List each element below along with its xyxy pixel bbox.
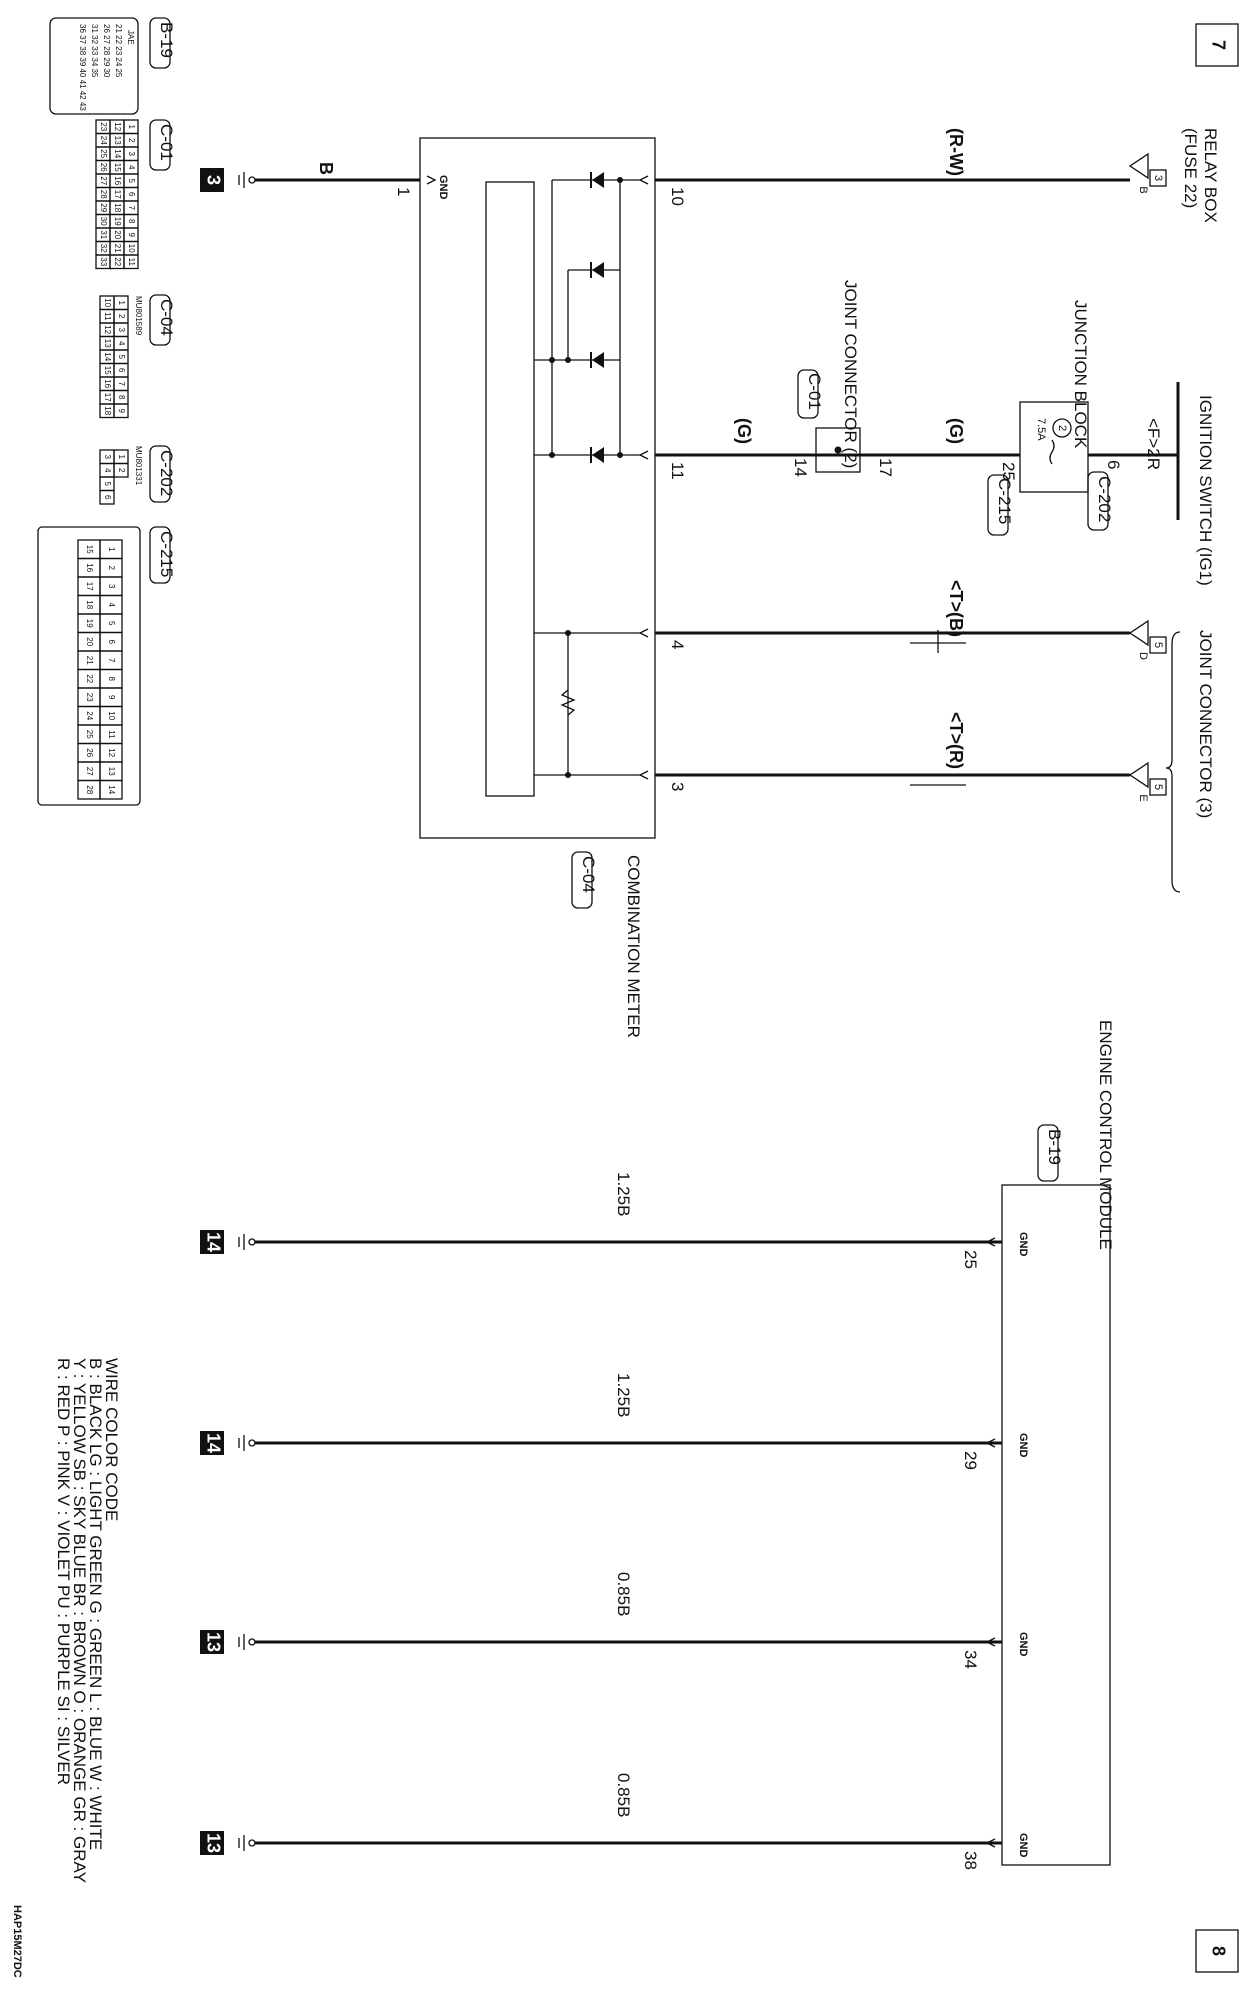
meter-diodes: [549, 172, 623, 778]
c215-pin-label: 10: [106, 711, 116, 721]
ecm-ground-2: [200, 1572, 1029, 1669]
c01-pin-label: 33: [98, 257, 108, 267]
joint2-pin-in: 17: [876, 458, 895, 477]
c215-pin-label: 12: [106, 748, 116, 758]
c01-pin-label: 31: [98, 230, 108, 240]
c215-pin-label: 27: [84, 766, 94, 776]
connector-b19: [50, 18, 176, 114]
ecm-gauge-label: 1.25B: [614, 1172, 633, 1217]
c01-pin-label: 21: [112, 243, 122, 253]
ignition-code-label: <F>2R: [1144, 418, 1163, 470]
ecm-ground-ref: 13: [203, 1832, 224, 1854]
connector-b19-row3: 31 32 33 34 35: [90, 24, 99, 78]
c01-pin-label: 24: [98, 135, 108, 145]
c215-pin-label: 21: [84, 655, 94, 665]
c215-pin-label: 14: [106, 785, 116, 795]
c01-pin-label: 10: [126, 243, 136, 253]
c04-pin-label: 1: [116, 300, 126, 305]
connector-c215-label: C-215: [157, 531, 176, 578]
c04-pin-label: 13: [102, 338, 112, 348]
c01-pin-label: 7: [126, 205, 136, 210]
c215-pin-label: 28: [84, 785, 94, 795]
c215-pin-label: 26: [84, 748, 94, 758]
legend-line-2: Y : YELLOW SB : SKY BLUE BR : BROWN O : ORANGE GR : GRAY: [70, 1358, 89, 1883]
ecm-pin-label: 38: [961, 1851, 980, 1870]
c215-pin-label: 6: [106, 639, 116, 644]
wire-g-label-2: (G): [734, 418, 754, 444]
joint-connector-2-conn: C-01: [805, 373, 824, 410]
connector-b19-row1: 21 22 23 24 25: [114, 24, 123, 78]
ecm-ground-list: [200, 1172, 1029, 1870]
wire-color-legend: [54, 1358, 121, 1883]
c215-pin-label: 16: [84, 563, 94, 573]
c01-pin-label: 12: [112, 122, 122, 132]
ecm-ground-ref: 14: [203, 1432, 224, 1454]
connector-b19-row4: 36 37 38 39 40 41 42 43: [78, 24, 87, 111]
c01-pin-label: 14: [112, 149, 122, 159]
joint-connector-3-label: JOINT CONNECTOR (3): [1196, 630, 1215, 819]
c01-pin-label: 4: [126, 165, 136, 170]
c202-pin-label: 1: [116, 454, 126, 459]
meter-diode-network: [534, 180, 640, 775]
joint3-ref-a: 5: [1152, 641, 1165, 649]
relay-box-fuse-label: (FUSE 22): [1181, 128, 1200, 209]
relay-box-terminal: [1130, 154, 1166, 194]
meter-pin-4: 4: [668, 640, 687, 650]
c01-pin-label: 29: [98, 203, 108, 213]
connector-c202-part: MU801331: [134, 446, 143, 486]
c04-pin-label: 7: [116, 381, 126, 386]
ecm-ground-0: [200, 1172, 1029, 1269]
connector-b19-row2: 26 27 28 29 30: [102, 24, 111, 78]
c215-pin-label: 22: [84, 674, 94, 684]
c01-pin-label: 32: [98, 243, 108, 253]
connector-c202-label: C-202: [157, 450, 176, 497]
connector-b19-maker: JAE: [126, 30, 135, 45]
ecm-box: [1002, 1185, 1110, 1865]
c01-pin-label: 5: [126, 178, 136, 183]
meter-pin-11: 11: [668, 462, 687, 480]
c04-pin-label: 8: [116, 395, 126, 400]
c01-pin-label: 20: [112, 230, 122, 240]
meter-inner-box: [486, 182, 534, 796]
meter-terminals: [427, 176, 648, 779]
ecm-gauge-label: 1.25B: [614, 1373, 633, 1418]
c04-pin-label: 2: [116, 314, 126, 319]
c215-pin-label: 3: [106, 584, 116, 589]
ecm-gauge-label: 0.85B: [614, 1572, 633, 1617]
meter-pin-3: 3: [668, 782, 687, 792]
relay-letter-label: B: [1137, 186, 1149, 194]
c202-pin-label: 2: [116, 468, 126, 473]
joint3-brace: [1166, 632, 1180, 892]
meter-pin-10: 10: [668, 187, 687, 206]
wire-r-w-label: (R-W): [946, 128, 966, 176]
c01-pin-label: 8: [126, 219, 136, 224]
c01-pin-label: 1: [126, 124, 136, 129]
relay-box-label: RELAY BOX: [1201, 128, 1220, 223]
c215-pin-label: 5: [106, 621, 116, 626]
c215-pin-label: 4: [106, 602, 116, 607]
wire-g-label-1: (G): [946, 418, 966, 444]
c202-pin-label: 5: [102, 481, 112, 486]
meter-pin-gnd: 1: [394, 187, 413, 197]
c215-pin-label: 1: [106, 547, 116, 552]
c215-pin-label: 19: [84, 618, 94, 628]
c04-pin-label: 9: [116, 408, 126, 413]
wire-t-r-label: <T>(R): [946, 712, 966, 770]
page-prev-label: 7: [1208, 39, 1229, 51]
connector-c04-label: C-04: [157, 299, 176, 336]
ecm-gauge-label: 0.85B: [614, 1773, 633, 1818]
c04-pin-label: 15: [102, 365, 112, 375]
c04-pin-label: 14: [102, 352, 112, 362]
c01-pin-label: 22: [112, 257, 122, 267]
c215-pin-label: 2: [106, 565, 116, 570]
jb-pin-bottom: 25: [999, 462, 1018, 481]
c04-pin-label: 5: [116, 354, 126, 359]
connector-c202: [100, 446, 176, 504]
page-prev-box: [1196, 24, 1238, 66]
c215-pin-label: 8: [106, 676, 116, 681]
junction-block-label: JUNCTION BLOCK: [1071, 300, 1090, 449]
legend-line-3: R : RED P : PINK V : VIOLET PU : PURPLE SI : SILVER: [54, 1358, 73, 1786]
page-next-box: [1196, 1930, 1238, 1972]
c01-pin-label: 11: [126, 257, 136, 266]
meter-ground-wire-label: B: [316, 162, 336, 175]
legend-title: WIRE COLOR CODE: [102, 1358, 121, 1522]
c01-pin-label: 2: [126, 138, 136, 143]
c215-pin-label: 17: [84, 581, 94, 591]
c01-pin-label: 28: [98, 189, 108, 199]
joint2-pin-out: 14: [791, 458, 810, 477]
c215-pin-label: 9: [106, 695, 116, 700]
combination-meter-conn: C-04: [579, 856, 598, 893]
c215-pin-label: 20: [84, 637, 94, 647]
c215-pin-label: 25: [84, 729, 94, 739]
c01-pin-label: 25: [98, 149, 108, 159]
meter-ground-ref: 3: [203, 174, 224, 186]
ecm-gnd-label: GND: [1017, 1632, 1029, 1657]
c215-pin-label: 24: [84, 711, 94, 721]
wire-t-b-label: <T>(B): [946, 580, 966, 638]
c215-pin-label: 11: [106, 730, 116, 739]
connector-c04: [100, 295, 176, 418]
c04-pin-label: 10: [102, 298, 112, 308]
c04-pin-label: 16: [102, 379, 112, 389]
ecm-gnd-label: GND: [1017, 1833, 1029, 1858]
joint3-terminal-b: [1130, 763, 1166, 802]
c202-pin-label: 3: [102, 454, 112, 459]
c01-pin-label: 3: [126, 151, 136, 156]
ecm-ground-1: [200, 1373, 1029, 1470]
c04-pin-label: 6: [116, 368, 126, 373]
ecm-gnd-label: GND: [1017, 1232, 1029, 1257]
c04-pin-label: 11: [102, 312, 112, 321]
ignition-switch-label: IGNITION SWITCH (IG1): [1196, 395, 1215, 586]
joint3-letter-a: D: [1137, 652, 1149, 660]
c01-pin-label: 27: [98, 176, 108, 186]
c01-pin-label: 9: [126, 232, 136, 237]
c01-pin-label: 13: [112, 135, 122, 145]
legend-line-1: B : BLACK LG : LIGHT GREEN G : GREEN L : BLUE W : WHITE: [86, 1358, 105, 1851]
connector-c01-label: C-01: [157, 124, 176, 161]
ecm-ground-3: [200, 1773, 1029, 1870]
c215-pin-label: 15: [84, 544, 94, 554]
ecm-pin-label: 34: [961, 1650, 980, 1669]
c01-pin-label: 26: [98, 162, 108, 172]
jb-conn-top: C-202: [1095, 476, 1114, 523]
c01-pin-label: 15: [112, 162, 122, 172]
ecm-pin-label: 25: [961, 1250, 980, 1269]
c01-pin-label: 30: [98, 216, 108, 226]
c01-pin-label: 17: [112, 189, 122, 199]
c04-pin-label: 3: [116, 327, 126, 332]
fuse-num-label: 2: [1056, 424, 1069, 432]
c215-pin-label: 7: [106, 658, 116, 663]
c215-pin-label: 13: [106, 766, 116, 776]
connector-c04-part: MU801589: [134, 296, 143, 336]
connector-c01: [96, 120, 176, 269]
jb-conn-bottom: C-215: [995, 478, 1014, 525]
meter-ground-symbol: [200, 168, 255, 192]
ecm-conn: B-19: [1045, 1129, 1064, 1165]
page-next-label: 8: [1208, 1945, 1229, 1957]
ecm-ground-ref: 14: [203, 1231, 224, 1253]
c01-pin-label: 6: [126, 192, 136, 197]
c04-pin-label: 18: [102, 406, 112, 416]
diagram-code: HAP15M27DC: [11, 1905, 23, 1978]
c202-pin-label: 6: [102, 495, 112, 500]
combination-meter-label: COMBINATION METER: [624, 855, 643, 1038]
c01-pin-label: 23: [98, 122, 108, 132]
c215-pin-label: 18: [84, 600, 94, 610]
c01-pin-label: 18: [112, 203, 122, 213]
fuse-amp-label: 7.5A: [1035, 418, 1047, 441]
ecm-pin-label: 29: [961, 1451, 980, 1470]
c04-pin-label: 17: [102, 392, 112, 402]
c04-pin-label: 4: [116, 341, 126, 346]
c01-pin-label: 19: [112, 216, 122, 226]
meter-gnd-label: GND: [437, 175, 449, 200]
relay-ref-label: 3: [1152, 174, 1165, 182]
joint3-letter-b: E: [1137, 794, 1149, 802]
ecm-ground-ref: 13: [203, 1631, 224, 1653]
joint-connector-2-label: JOINT CONNECTOR (2): [841, 280, 860, 469]
connector-c215: [38, 527, 176, 805]
ecm-gnd-label: GND: [1017, 1433, 1029, 1458]
c202-pin-label: 4: [102, 468, 112, 473]
c04-pin-label: 12: [102, 325, 112, 335]
c215-pin-label: 23: [84, 692, 94, 702]
ecm-label: ENGINE CONTROL MODULE: [1096, 1020, 1115, 1250]
c01-pin-label: 16: [112, 176, 122, 186]
joint3-terminal-a: [1130, 621, 1166, 660]
joint3-ref-b: 5: [1152, 783, 1165, 791]
connector-b19-label: B-19: [157, 22, 176, 58]
jb-pin-top: 6: [1104, 460, 1123, 470]
